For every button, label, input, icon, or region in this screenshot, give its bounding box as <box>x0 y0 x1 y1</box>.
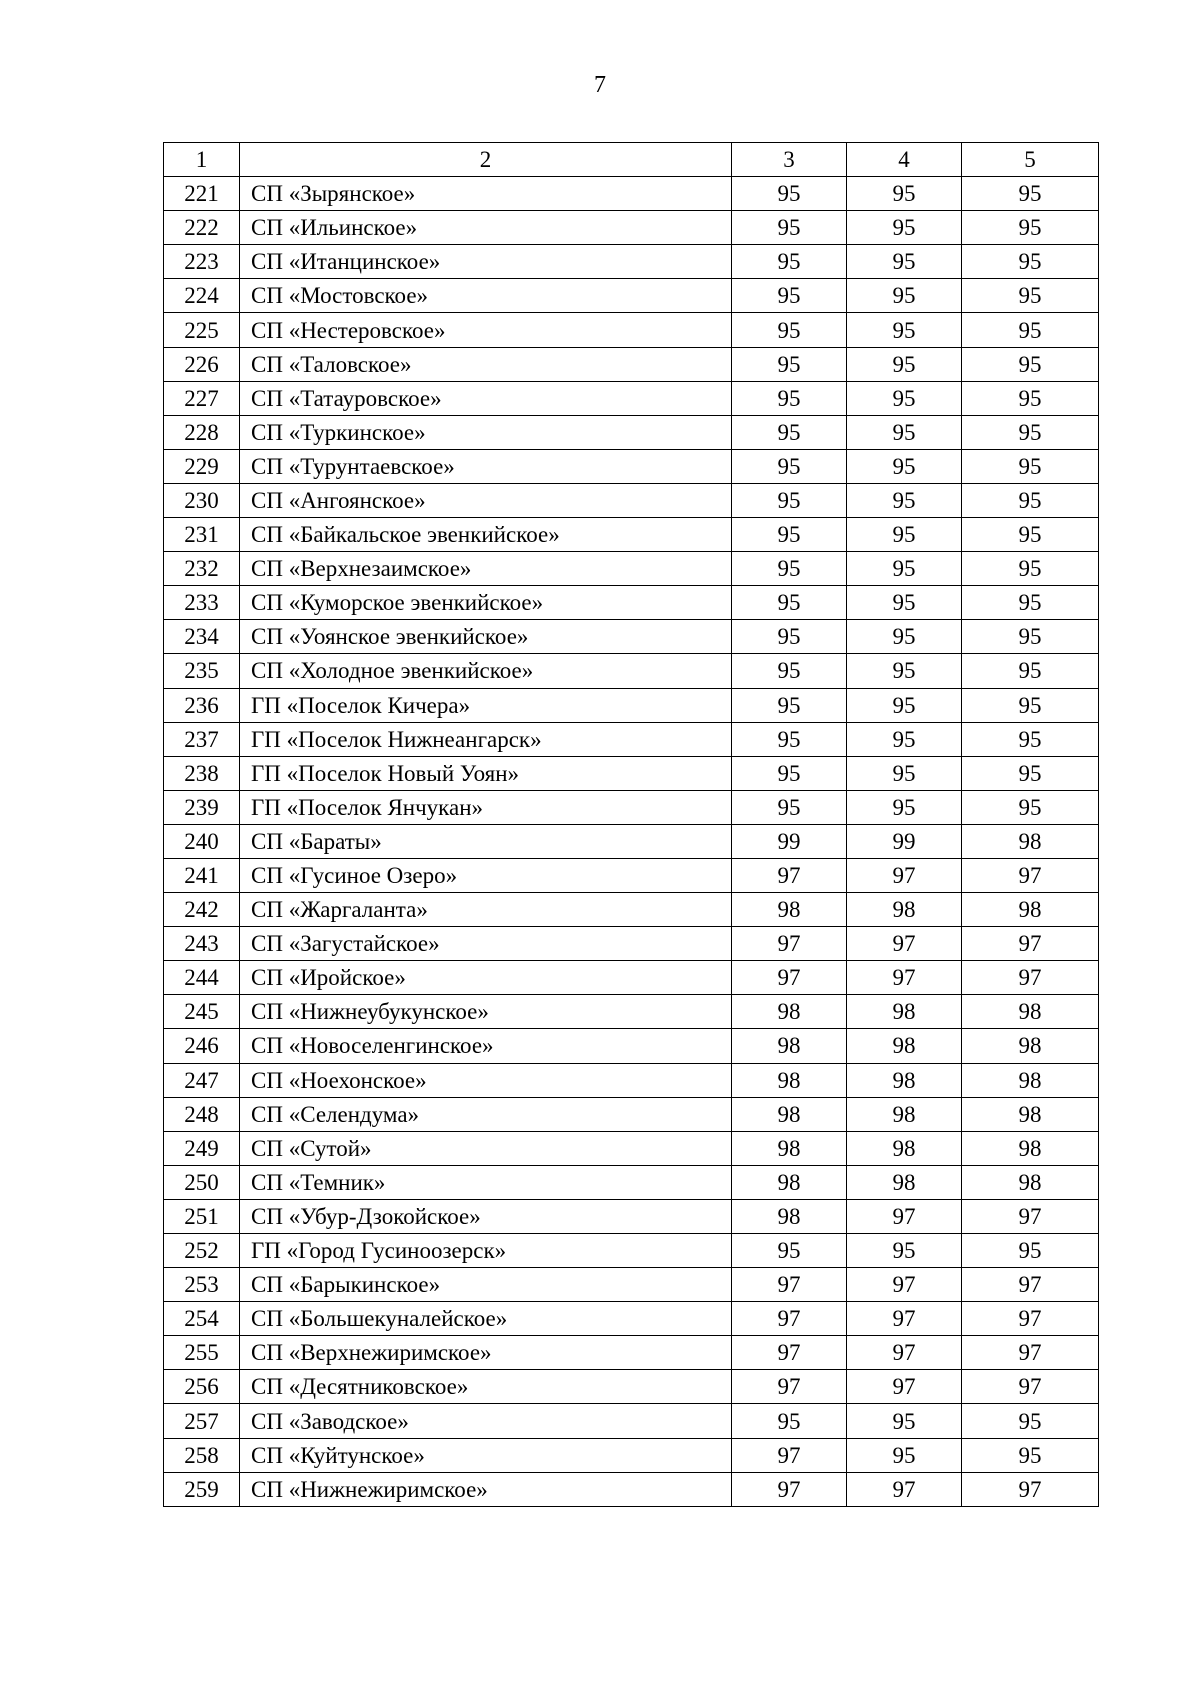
cell-name: СП «Иройское» <box>240 961 732 995</box>
cell-col5: 98 <box>962 1131 1099 1165</box>
cell-col3: 95 <box>732 483 847 517</box>
cell-name: СП «Убур-Дзокойское» <box>240 1199 732 1233</box>
cell-number: 241 <box>164 858 240 892</box>
cell-col3: 95 <box>732 279 847 313</box>
cell-col5: 95 <box>962 722 1099 756</box>
cell-col4: 97 <box>847 858 962 892</box>
cell-number: 259 <box>164 1472 240 1506</box>
cell-col5: 97 <box>962 1302 1099 1336</box>
table-row <box>164 1438 1099 1472</box>
cell-col5: 97 <box>962 961 1099 995</box>
cell-col5: 97 <box>962 1472 1099 1506</box>
cell-number: 252 <box>164 1234 240 1268</box>
table-row <box>164 995 1099 1029</box>
cell-col4: 95 <box>847 347 962 381</box>
cell-name: СП «Байкальское эвенкийское» <box>240 518 732 552</box>
cell-col3: 95 <box>732 688 847 722</box>
table-row <box>164 1404 1099 1438</box>
table-row <box>164 961 1099 995</box>
cell-col5: 95 <box>962 586 1099 620</box>
cell-name: СП «Ноехонское» <box>240 1063 732 1097</box>
cell-col4: 95 <box>847 313 962 347</box>
cell-number: 230 <box>164 483 240 517</box>
table-row <box>164 518 1099 552</box>
cell-col3: 98 <box>732 1029 847 1063</box>
cell-col3: 95 <box>732 415 847 449</box>
cell-col5: 95 <box>962 620 1099 654</box>
cell-col4: 97 <box>847 1268 962 1302</box>
cell-col4: 95 <box>847 1404 962 1438</box>
cell-col3: 95 <box>732 790 847 824</box>
table-row <box>164 688 1099 722</box>
cell-col5: 98 <box>962 995 1099 1029</box>
cell-col5: 95 <box>962 313 1099 347</box>
cell-name: СП «Верхнезаимское» <box>240 552 732 586</box>
cell-col3: 98 <box>732 1131 847 1165</box>
cell-col5: 95 <box>962 790 1099 824</box>
table-row <box>164 586 1099 620</box>
cell-col4: 97 <box>847 1302 962 1336</box>
cell-col3: 97 <box>732 961 847 995</box>
page-number: 7 <box>594 72 606 98</box>
table-row <box>164 824 1099 858</box>
cell-col4: 97 <box>847 927 962 961</box>
cell-name: ГП «Поселок Нижнеангарск» <box>240 722 732 756</box>
cell-name: СП «Верхнежиримское» <box>240 1336 732 1370</box>
cell-number: 254 <box>164 1302 240 1336</box>
cell-number: 237 <box>164 722 240 756</box>
cell-col3: 98 <box>732 1165 847 1199</box>
cell-name: СП «Большекуналейское» <box>240 1302 732 1336</box>
cell-col5: 98 <box>962 824 1099 858</box>
cell-col5: 95 <box>962 654 1099 688</box>
cell-number: 240 <box>164 824 240 858</box>
cell-col4: 97 <box>847 1336 962 1370</box>
cell-col4: 95 <box>847 415 962 449</box>
cell-col3: 95 <box>732 313 847 347</box>
cell-col3: 98 <box>732 1097 847 1131</box>
cell-number: 247 <box>164 1063 240 1097</box>
cell-col3: 97 <box>732 1472 847 1506</box>
cell-col4: 95 <box>847 211 962 245</box>
cell-number: 243 <box>164 927 240 961</box>
cell-col4: 95 <box>847 1234 962 1268</box>
cell-name: СП «Ангоянское» <box>240 483 732 517</box>
cell-col3: 95 <box>732 654 847 688</box>
cell-col3: 95 <box>732 347 847 381</box>
cell-col5: 95 <box>962 177 1099 211</box>
cell-col3: 98 <box>732 893 847 927</box>
cell-name: СП «Куйтунское» <box>240 1438 732 1472</box>
header-cell-col4: 4 <box>847 143 962 177</box>
cell-number: 244 <box>164 961 240 995</box>
cell-col3: 98 <box>732 1199 847 1233</box>
cell-number: 249 <box>164 1131 240 1165</box>
table-row <box>164 552 1099 586</box>
cell-col5: 95 <box>962 1234 1099 1268</box>
cell-number: 235 <box>164 654 240 688</box>
table-row <box>164 893 1099 927</box>
cell-number: 221 <box>164 177 240 211</box>
cell-name: ГП «Поселок Кичера» <box>240 688 732 722</box>
cell-name: СП «Нестеровское» <box>240 313 732 347</box>
cell-name: СП «Татауровское» <box>240 381 732 415</box>
cell-col5: 95 <box>962 211 1099 245</box>
cell-col4: 98 <box>847 1131 962 1165</box>
cell-col5: 95 <box>962 1404 1099 1438</box>
table-row <box>164 1199 1099 1233</box>
cell-col5: 95 <box>962 245 1099 279</box>
cell-col5: 95 <box>962 1438 1099 1472</box>
cell-name: СП «Итанцинское» <box>240 245 732 279</box>
table-row <box>164 1302 1099 1336</box>
cell-col5: 97 <box>962 927 1099 961</box>
cell-name: СП «Куморское эвенкийское» <box>240 586 732 620</box>
cell-name: СП «Нижнеубукунское» <box>240 995 732 1029</box>
cell-col5: 97 <box>962 1199 1099 1233</box>
header-cell-name: 2 <box>240 143 732 177</box>
cell-col3: 97 <box>732 1438 847 1472</box>
cell-number: 227 <box>164 381 240 415</box>
cell-col5: 98 <box>962 1097 1099 1131</box>
table-row <box>164 347 1099 381</box>
cell-col5: 95 <box>962 688 1099 722</box>
cell-col3: 97 <box>732 1336 847 1370</box>
cell-name: СП «Туркинское» <box>240 415 732 449</box>
cell-col3: 95 <box>732 245 847 279</box>
cell-col4: 95 <box>847 552 962 586</box>
cell-col4: 98 <box>847 1029 962 1063</box>
cell-col3: 95 <box>732 381 847 415</box>
cell-col3: 97 <box>732 1370 847 1404</box>
cell-col4: 95 <box>847 279 962 313</box>
cell-name: СП «Барыкинское» <box>240 1268 732 1302</box>
cell-name: СП «Ильинское» <box>240 211 732 245</box>
cell-number: 236 <box>164 688 240 722</box>
table-row <box>164 449 1099 483</box>
table-row <box>164 620 1099 654</box>
cell-col4: 98 <box>847 1063 962 1097</box>
cell-number: 253 <box>164 1268 240 1302</box>
cell-number: 242 <box>164 893 240 927</box>
cell-col4: 95 <box>847 722 962 756</box>
cell-name: СП «Гусиное Озеро» <box>240 858 732 892</box>
cell-number: 233 <box>164 586 240 620</box>
cell-col3: 95 <box>732 722 847 756</box>
table-row <box>164 1370 1099 1404</box>
table-row <box>164 1234 1099 1268</box>
cell-number: 222 <box>164 211 240 245</box>
table-row <box>164 756 1099 790</box>
cell-col3: 99 <box>732 824 847 858</box>
cell-number: 257 <box>164 1404 240 1438</box>
cell-col5: 95 <box>962 279 1099 313</box>
cell-col3: 95 <box>732 177 847 211</box>
cell-col4: 95 <box>847 586 962 620</box>
cell-col5: 98 <box>962 1029 1099 1063</box>
table-row <box>164 245 1099 279</box>
cell-col3: 95 <box>732 586 847 620</box>
cell-col4: 95 <box>847 518 962 552</box>
table-row <box>164 279 1099 313</box>
cell-name: СП «Десятниковское» <box>240 1370 732 1404</box>
cell-number: 234 <box>164 620 240 654</box>
cell-number: 226 <box>164 347 240 381</box>
cell-name: СП «Жаргаланта» <box>240 893 732 927</box>
cell-name: СП «Уоянское эвенкийское» <box>240 620 732 654</box>
cell-number: 232 <box>164 552 240 586</box>
cell-col4: 95 <box>847 483 962 517</box>
header-cell-number: 1 <box>164 143 240 177</box>
cell-col5: 98 <box>962 893 1099 927</box>
cell-col3: 95 <box>732 552 847 586</box>
cell-number: 238 <box>164 756 240 790</box>
cell-col4: 95 <box>847 620 962 654</box>
cell-col3: 95 <box>732 756 847 790</box>
cell-col4: 98 <box>847 995 962 1029</box>
cell-col3: 95 <box>732 518 847 552</box>
cell-name: СП «Загустайское» <box>240 927 732 961</box>
cell-col4: 95 <box>847 449 962 483</box>
cell-name: СП «Мостовское» <box>240 279 732 313</box>
cell-number: 239 <box>164 790 240 824</box>
cell-name: СП «Селендума» <box>240 1097 732 1131</box>
table-row <box>164 722 1099 756</box>
cell-col3: 97 <box>732 1302 847 1336</box>
cell-number: 223 <box>164 245 240 279</box>
cell-col3: 97 <box>732 1268 847 1302</box>
cell-name: СП «Турунтаевское» <box>240 449 732 483</box>
cell-col4: 95 <box>847 177 962 211</box>
cell-col4: 95 <box>847 756 962 790</box>
table-row <box>164 483 1099 517</box>
cell-col4: 95 <box>847 245 962 279</box>
cell-name: СП «Новоселенгинское» <box>240 1029 732 1063</box>
cell-col4: 95 <box>847 654 962 688</box>
table-row <box>164 1165 1099 1199</box>
cell-col4: 98 <box>847 1165 962 1199</box>
cell-number: 231 <box>164 518 240 552</box>
cell-col4: 95 <box>847 1438 962 1472</box>
cell-col3: 95 <box>732 1234 847 1268</box>
cell-col5: 95 <box>962 518 1099 552</box>
cell-name: СП «Таловское» <box>240 347 732 381</box>
cell-number: 255 <box>164 1336 240 1370</box>
cell-number: 250 <box>164 1165 240 1199</box>
cell-col4: 95 <box>847 790 962 824</box>
table-row <box>164 927 1099 961</box>
cell-col5: 95 <box>962 756 1099 790</box>
cell-col3: 97 <box>732 858 847 892</box>
table-row <box>164 211 1099 245</box>
cell-col5: 97 <box>962 1268 1099 1302</box>
cell-col3: 95 <box>732 1404 847 1438</box>
cell-col3: 95 <box>732 211 847 245</box>
cell-col3: 98 <box>732 1063 847 1097</box>
table-row <box>164 1472 1099 1506</box>
cell-col5: 95 <box>962 449 1099 483</box>
cell-name: СП «Холодное эвенкийское» <box>240 654 732 688</box>
table-row <box>164 1029 1099 1063</box>
cell-number: 229 <box>164 449 240 483</box>
table-row <box>164 654 1099 688</box>
cell-name: СП «Бараты» <box>240 824 732 858</box>
cell-number: 245 <box>164 995 240 1029</box>
cell-col3: 97 <box>732 927 847 961</box>
cell-col5: 97 <box>962 1370 1099 1404</box>
table-body <box>164 143 1099 1507</box>
cell-name: ГП «Поселок Новый Уоян» <box>240 756 732 790</box>
table-row <box>164 1336 1099 1370</box>
cell-col4: 97 <box>847 961 962 995</box>
cell-name: СП «Заводское» <box>240 1404 732 1438</box>
table-row <box>164 381 1099 415</box>
cell-number: 251 <box>164 1199 240 1233</box>
cell-col5: 95 <box>962 483 1099 517</box>
cell-number: 246 <box>164 1029 240 1063</box>
table-row <box>164 415 1099 449</box>
cell-name: СП «Сутой» <box>240 1131 732 1165</box>
table-row <box>164 177 1099 211</box>
table-row <box>164 313 1099 347</box>
cell-col3: 98 <box>732 995 847 1029</box>
table-row <box>164 858 1099 892</box>
table-header-row <box>164 143 1099 177</box>
table-row <box>164 1063 1099 1097</box>
cell-number: 258 <box>164 1438 240 1472</box>
cell-col3: 95 <box>732 449 847 483</box>
cell-col5: 95 <box>962 347 1099 381</box>
header-cell-col5: 5 <box>962 143 1099 177</box>
cell-col4: 97 <box>847 1472 962 1506</box>
cell-col3: 95 <box>732 620 847 654</box>
cell-number: 256 <box>164 1370 240 1404</box>
cell-col5: 97 <box>962 1336 1099 1370</box>
cell-col5: 95 <box>962 381 1099 415</box>
cell-name: СП «Темник» <box>240 1165 732 1199</box>
cell-col4: 95 <box>847 381 962 415</box>
cell-name: СП «Зырянское» <box>240 177 732 211</box>
cell-col5: 98 <box>962 1063 1099 1097</box>
cell-col4: 98 <box>847 893 962 927</box>
table-row <box>164 790 1099 824</box>
cell-col5: 97 <box>962 858 1099 892</box>
table-row <box>164 1268 1099 1302</box>
data-table <box>163 142 1099 1507</box>
table-row <box>164 1131 1099 1165</box>
header-cell-col3: 3 <box>732 143 847 177</box>
cell-name: ГП «Город Гусиноозерск» <box>240 1234 732 1268</box>
cell-name: ГП «Поселок Янчукан» <box>240 790 732 824</box>
cell-name: СП «Нижнежиримское» <box>240 1472 732 1506</box>
cell-col4: 97 <box>847 1199 962 1233</box>
cell-col5: 95 <box>962 415 1099 449</box>
cell-col4: 97 <box>847 1370 962 1404</box>
cell-number: 224 <box>164 279 240 313</box>
cell-col4: 99 <box>847 824 962 858</box>
cell-col5: 95 <box>962 552 1099 586</box>
cell-number: 248 <box>164 1097 240 1131</box>
cell-col4: 98 <box>847 1097 962 1131</box>
cell-col5: 98 <box>962 1165 1099 1199</box>
table-row <box>164 1097 1099 1131</box>
cell-number: 228 <box>164 415 240 449</box>
cell-col4: 95 <box>847 688 962 722</box>
cell-number: 225 <box>164 313 240 347</box>
